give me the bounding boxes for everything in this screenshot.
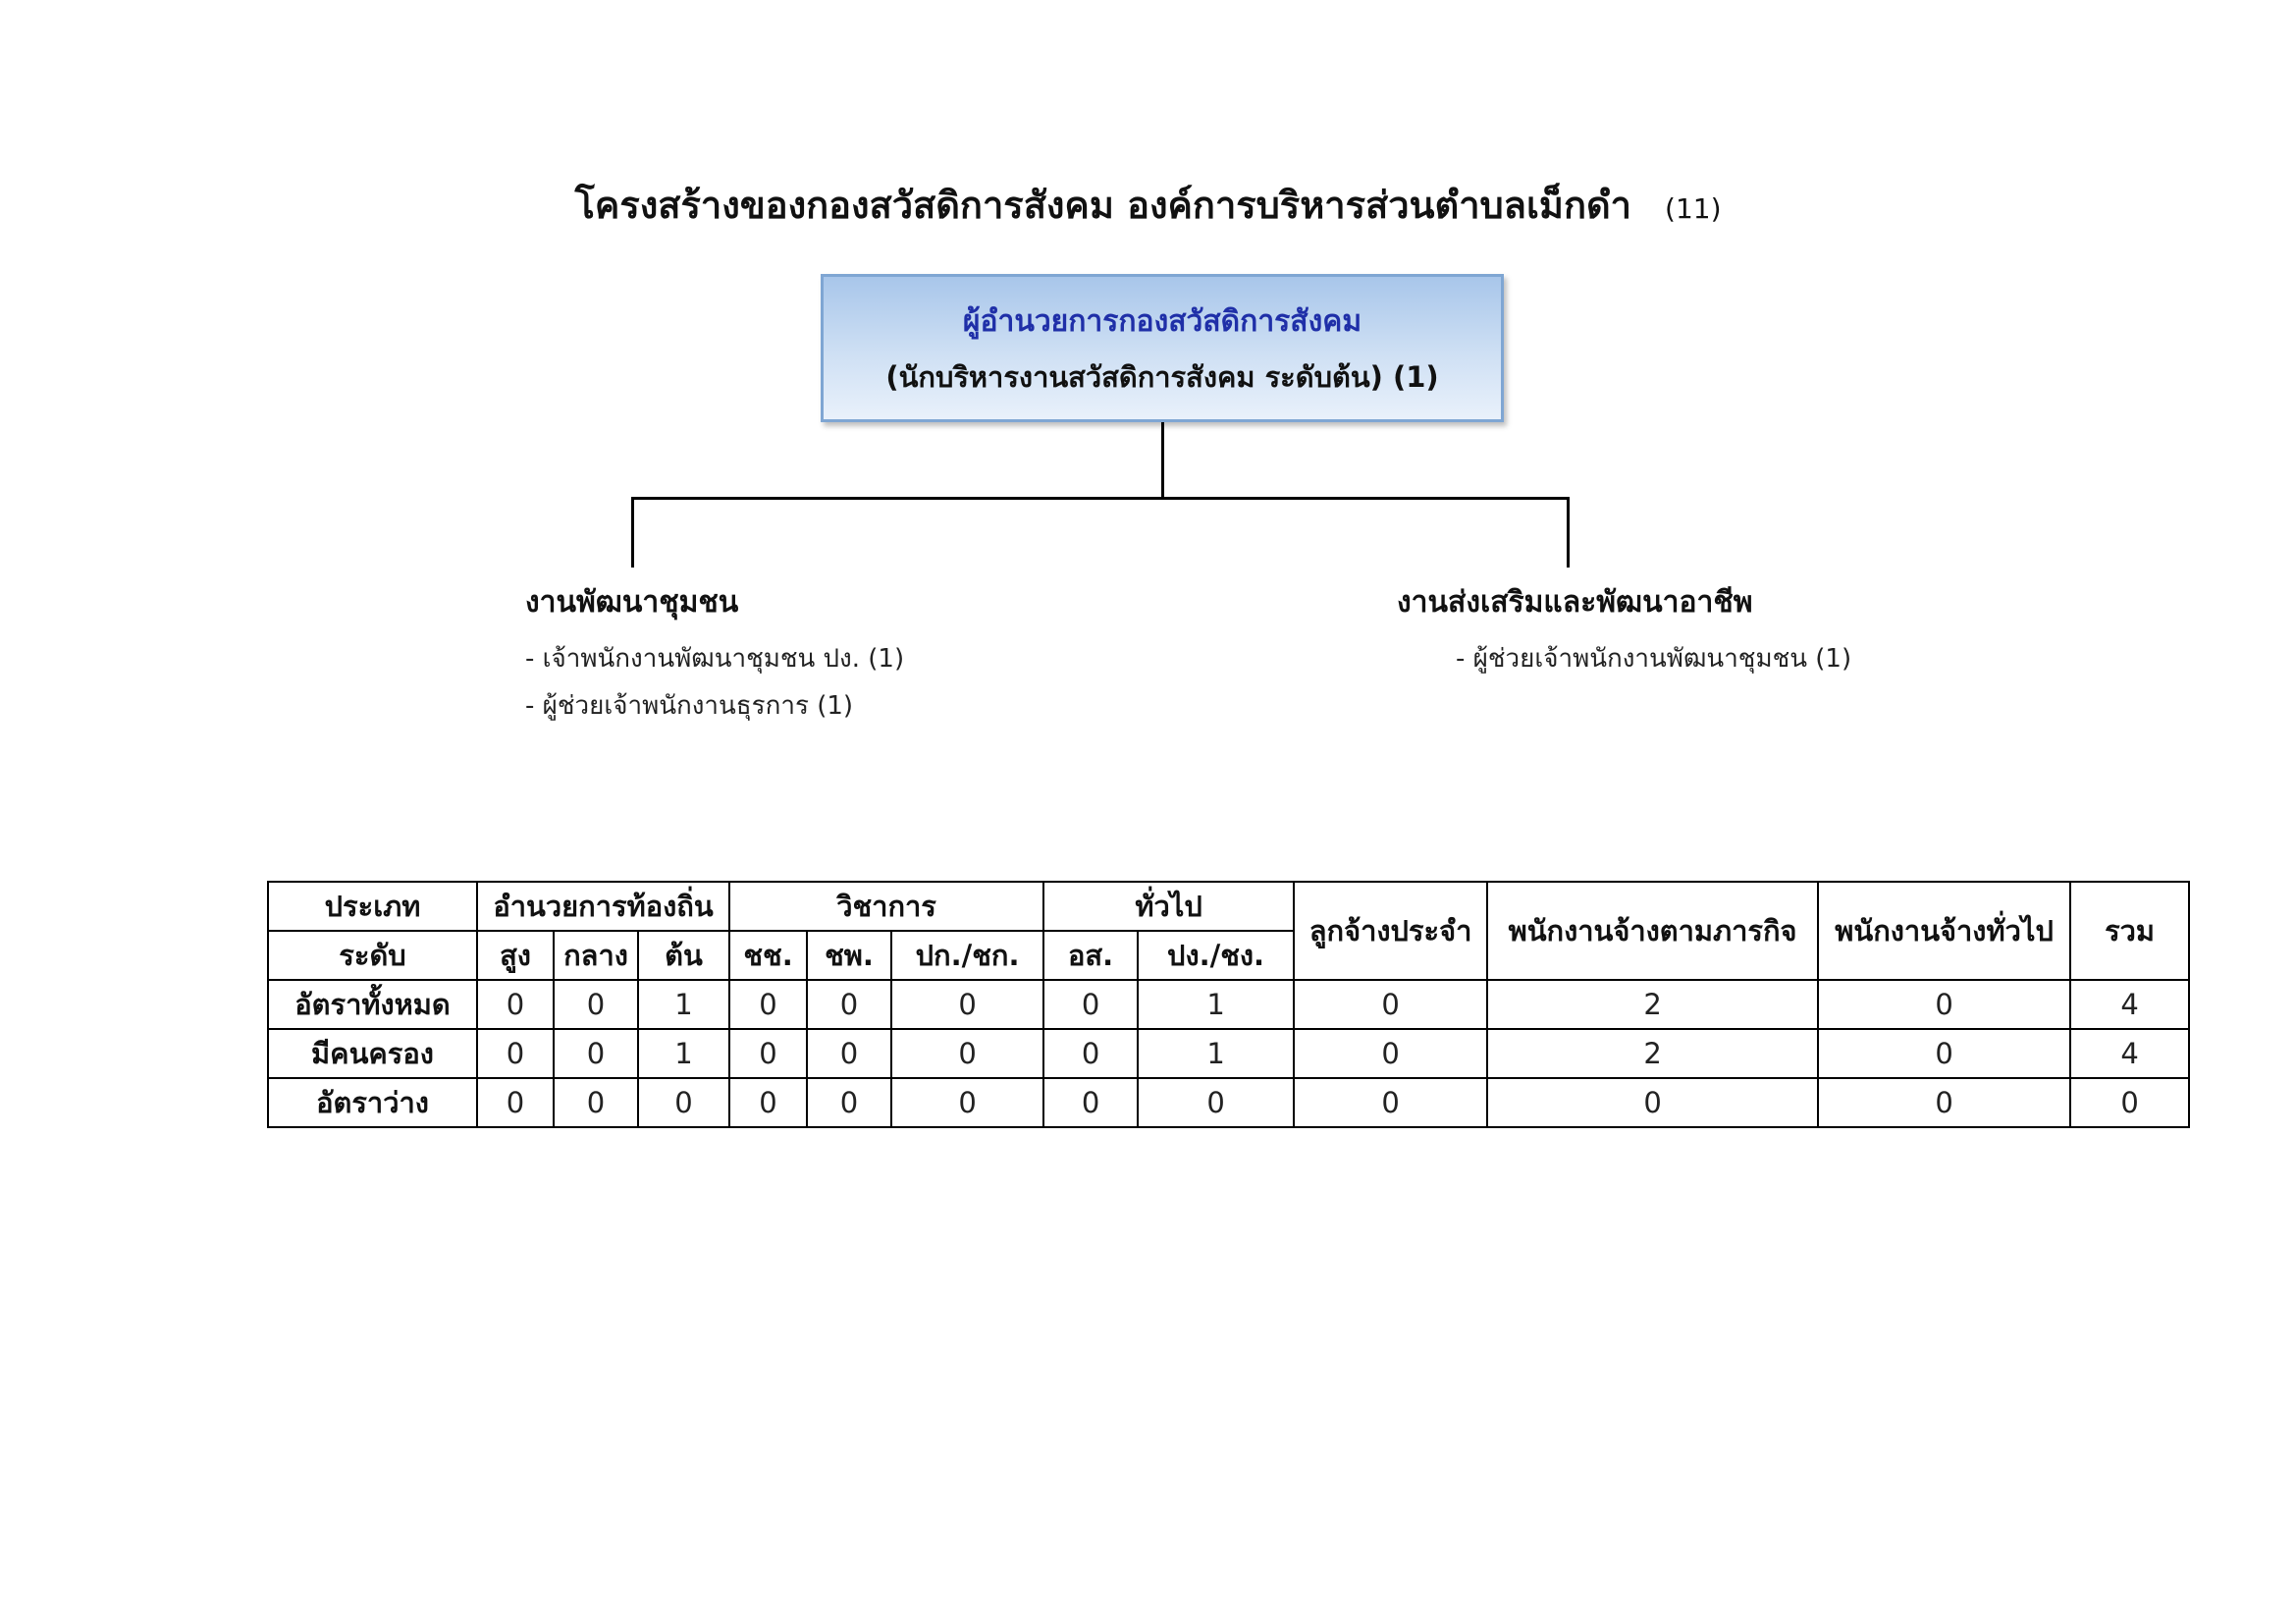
level-cell: ชพ. — [807, 931, 891, 980]
table-cell: 0 — [554, 1078, 638, 1127]
table-cell: 0 — [477, 1029, 554, 1078]
level-cell: สูง — [477, 931, 554, 980]
table-cell: 0 — [729, 1078, 807, 1127]
table-header-row — [268, 882, 2189, 931]
row-label: มีคนครอง — [268, 1029, 477, 1078]
director-box — [821, 274, 1504, 422]
header-group-academic: วิชาการ — [729, 882, 1043, 931]
table-cell: 0 — [891, 1078, 1043, 1127]
table-cell: 0 — [1487, 1078, 1818, 1127]
table-cell: 0 — [1294, 1078, 1487, 1127]
table-cell: 4 — [2070, 980, 2189, 1029]
table-cell: 0 — [1138, 1078, 1294, 1127]
table-cell: 1 — [638, 980, 729, 1029]
director-title: ผู้อำนวยการกองสวัสดิการสังคม — [962, 304, 1362, 339]
unit-community-development — [525, 579, 904, 730]
table-cell: 0 — [807, 1029, 891, 1078]
table-row — [268, 1078, 2189, 1127]
table-row — [268, 980, 2189, 1029]
table-cell: 0 — [891, 980, 1043, 1029]
table-cell: 0 — [477, 980, 554, 1029]
connector-left-drop — [631, 497, 634, 568]
unit-position: - ผู้ช่วยเจ้าพนักงานธุรการ (1) — [525, 691, 854, 721]
table-cell: 0 — [477, 1078, 554, 1127]
title-text: โครงสร้างของกองสวัสดิการสังคม องค์การบริหารส่วนตำบลเม็กดำ — [574, 184, 1632, 227]
header-mission-employee: พนักงานจ้างตามภารกิจ — [1487, 882, 1818, 980]
level-cell: ชช. — [729, 931, 807, 980]
table-cell: 0 — [891, 1029, 1043, 1078]
table-cell: 0 — [1818, 1078, 2070, 1127]
table-cell: 0 — [1818, 980, 2070, 1029]
table-cell: 2 — [1487, 1029, 1818, 1078]
table-cell: 0 — [729, 1029, 807, 1078]
table-cell: 1 — [1138, 1029, 1294, 1078]
table-cell: 0 — [1043, 1029, 1138, 1078]
table-cell: 0 — [554, 980, 638, 1029]
director-subtitle: (นักบริหารงานสวัสดิการสังคม ระดับต้น) (1) — [885, 360, 1439, 394]
level-cell: กลาง — [554, 931, 638, 980]
table-cell: 0 — [1043, 1078, 1138, 1127]
table-cell: 0 — [638, 1078, 729, 1127]
table-cell: 0 — [807, 1078, 891, 1127]
page-title — [0, 175, 2296, 235]
unit-title: งานส่งเสริมและพัฒนาอาชีพ — [1397, 585, 1753, 620]
connector-right-drop — [1567, 497, 1570, 568]
level-cell: ปก./ชก. — [891, 931, 1043, 980]
connector-trunk — [1161, 422, 1164, 499]
level-cell: อส. — [1043, 931, 1138, 980]
header-group-general: ทั่วไป — [1043, 882, 1294, 931]
level-cell: ต้น — [638, 931, 729, 980]
table-cell: 0 — [729, 980, 807, 1029]
table-cell: 2 — [1487, 980, 1818, 1029]
table-cell: 0 — [2070, 1078, 2189, 1127]
header-group-local-admin: อำนวยการท้องถิ่น — [477, 882, 729, 931]
table-cell: 0 — [1294, 1029, 1487, 1078]
table-cell: 0 — [1043, 980, 1138, 1029]
table-cell: 0 — [807, 980, 891, 1029]
title-count: (11) — [1665, 192, 1722, 225]
connector-horizontal — [631, 497, 1570, 500]
table-cell: 0 — [1294, 980, 1487, 1029]
row-label: อัตราว่าง — [268, 1078, 477, 1127]
level-cell: ปง./ชง. — [1138, 931, 1294, 980]
table-cell: 4 — [2070, 1029, 2189, 1078]
header-permanent-employee: ลูกจ้างประจำ — [1294, 882, 1487, 980]
table-row — [268, 1029, 2189, 1078]
header-type: ประเภท — [268, 882, 477, 931]
header-total: รวม — [2070, 882, 2189, 980]
unit-position: - ผู้ช่วยเจ้าพนักงานพัฒนาชุมชน (1) — [1456, 644, 1852, 674]
unit-title: งานพัฒนาชุมชน — [525, 585, 739, 620]
row-label: อัตราทั้งหมด — [268, 980, 477, 1029]
unit-career-promotion — [1397, 579, 1851, 682]
staffing-table — [267, 881, 2190, 1128]
table-cell: 0 — [1818, 1029, 2070, 1078]
table-cell: 1 — [1138, 980, 1294, 1029]
header-level: ระดับ — [268, 931, 477, 980]
table-cell: 1 — [638, 1029, 729, 1078]
table-cell: 0 — [554, 1029, 638, 1078]
unit-position: - เจ้าพนักงานพัฒนาชุมชน ปง. (1) — [525, 644, 905, 674]
header-general-employee: พนักงานจ้างทั่วไป — [1818, 882, 2070, 980]
